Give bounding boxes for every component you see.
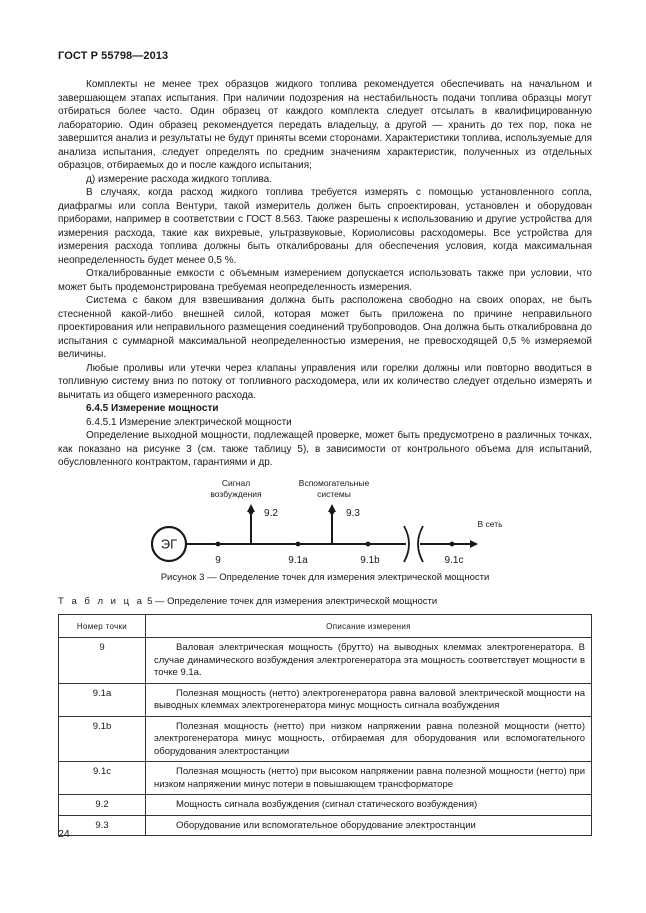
table-caption-prefix: Т а б л и ц а [58, 596, 145, 607]
point-cell: 9 [59, 638, 146, 684]
description-cell: Полезная мощность (нетто) при низком напряжении равна полезной мощности (нетто) электрогенератора минус мощность, отбираемая для оборудования или вспомогательного оборудования электростанции [146, 716, 592, 762]
paragraph: В случаях, когда расход жидкого топлива требуется измерять с помощью установленного сопла, диафрагмы или сопла Вентури, такой измеритель должен быть спроектирован, установлен и оборудован приборами, например в соответствии с ГОСТ 8.563. Также разрешены к использованию и другие устройства для измерения расхода, такие как вихревые, ультразвуковые, Кориолисовы расходомеры. Все устройства для измерения расхода топлива должны быть откалиброваны для обеспечения условия, когда максимальная неопределенность будет менее 0,5 %. [58, 187, 592, 266]
point-cell: 9.3 [59, 815, 146, 836]
label-excitation-signal-line2: возбуждения [210, 489, 262, 499]
table-row [59, 638, 592, 684]
table-row [59, 815, 592, 836]
point-91c-dot [450, 542, 455, 547]
label-aux-systems-line2: системы [317, 489, 351, 499]
paragraph: Любые проливы или утечки через клапаны управления или горелки должны или повторно вводиться в топливную систему вниз по потоку от топливного расходомера, или их количество следует отдельно измерять и вычитать из общего измеренного расхода. [58, 362, 592, 401]
label-to-grid: В сеть [477, 519, 503, 529]
table-caption-title: 5 — Определение точек для измерения электрической мощности [144, 596, 438, 607]
table-row [59, 795, 592, 816]
point-label-91a: 9.1a [288, 555, 308, 566]
point-9-dot [216, 542, 221, 547]
paragraph: Система с баком для взвешивания должна быть расположена свободно на своих опорах, не быть стесненной какой-либо внешней силой, которая может быть приложена по причине неправильного проектирования или неправильного размещения соединений трубопроводов. Она должна быть откалибрована до испытания с суммарной максимальной неопределенностью измерения, не превосходящей 0,5 % измеряемой величины. [58, 295, 592, 360]
table-row [59, 716, 592, 762]
column-header-description: Описание измерения [146, 615, 592, 638]
section-heading: 6.4.5 Измерение мощности [86, 403, 219, 414]
paragraph: Комплекты не менее трех образцов жидкого топлива рекомендуется обеспечивать на начальном и завершающем этапах испытания. При наличии подозрения на нестабильность подачи топлива образцы могут отбираться более часто. Один образец от каждого комплекта следует отсылать в квалифицированную лабораторию. Один образец рекомендуется передать владельцу, а другой — хранить до тех пор, пока не завершится анализ и результаты не будут приняты всеми сторонами. Характеристики топлива, используемые для анализа испытания, следует определять по средним значениям характеристик, полученных из отдельных образцов, отбираемых до и после каждого испытания; [58, 79, 592, 171]
measurement-points-table [58, 614, 592, 836]
branch-label-92: 9.2 [264, 508, 278, 519]
point-92-dot [249, 510, 254, 515]
description-cell: Полезная мощность (нетто) при высоком напряжении равна полезной мощности (нетто) при низком напряжении минус потери в повышающем трансформаторе [146, 762, 592, 795]
branch-label-93: 9.3 [346, 508, 360, 519]
description-cell: Мощность сигнала возбуждения (сигнал статического возбуждения) [146, 795, 592, 816]
label-aux-systems-line1: Вспомогательные [298, 478, 370, 488]
table-row [59, 683, 592, 716]
point-91b-dot [366, 542, 371, 547]
figure-caption: Рисунок 3 — Определение точек для измерения электрической мощности [160, 572, 490, 583]
subsection-heading: 6.4.5.1 Измерение электрической мощности [86, 416, 292, 428]
point-label-91c: 9.1c [444, 555, 464, 566]
point-label-91b: 9.1b [360, 555, 380, 566]
column-header-point: Номер точки [59, 615, 146, 638]
paragraph: д) измерение расхода жидкого топлива. [86, 173, 272, 185]
table-caption [58, 596, 437, 607]
page-number: 24 [58, 828, 70, 840]
point-91a-dot [296, 542, 301, 547]
standard-code-header: ГОСТ Р 55798—2013 [58, 50, 169, 62]
point-93-dot [330, 510, 335, 515]
paragraph: Откалиброванные емкости с объемным измерением допускается использовать также при условии, что может быть продемонстрирована требуемая неопределенность измерения. [58, 268, 592, 293]
label-excitation-signal-line1: Сигнал [221, 478, 251, 488]
point-cell: 9.1c [59, 762, 146, 795]
description-cell: Валовая электрическая мощность (брутто) на выводных клеммах электрогенератора. В случае динамического возбуждения электрогенератора эта мощность соответствует мощности в точке 9.1а. [146, 638, 592, 684]
point-label-9: 9 [215, 555, 221, 566]
point-cell: 9.1b [59, 716, 146, 762]
table-row [59, 762, 592, 795]
section-paragraph: Определение выходной мощности, подлежащей проверке, может быть предусмотрено в различных точках, как показано на рисунке 3 (см. также таблицу 5), в зависимости от контрольного объема для испытаний, обусловленного контрактом, гарантиями и др. [58, 430, 592, 468]
point-cell: 9.2 [59, 795, 146, 816]
description-cell: Оборудование или вспомогательное оборудование электростанции [146, 815, 592, 836]
description-cell: Полезная мощность (нетто) электрогенератора равна валовой электрической мощности на выводных клеммах электрогенератора минус мощность сигнала возбуждения [146, 683, 592, 716]
generator-label: ЭГ [160, 536, 178, 552]
body-text [58, 78, 592, 470]
point-cell: 9.1a [59, 683, 146, 716]
